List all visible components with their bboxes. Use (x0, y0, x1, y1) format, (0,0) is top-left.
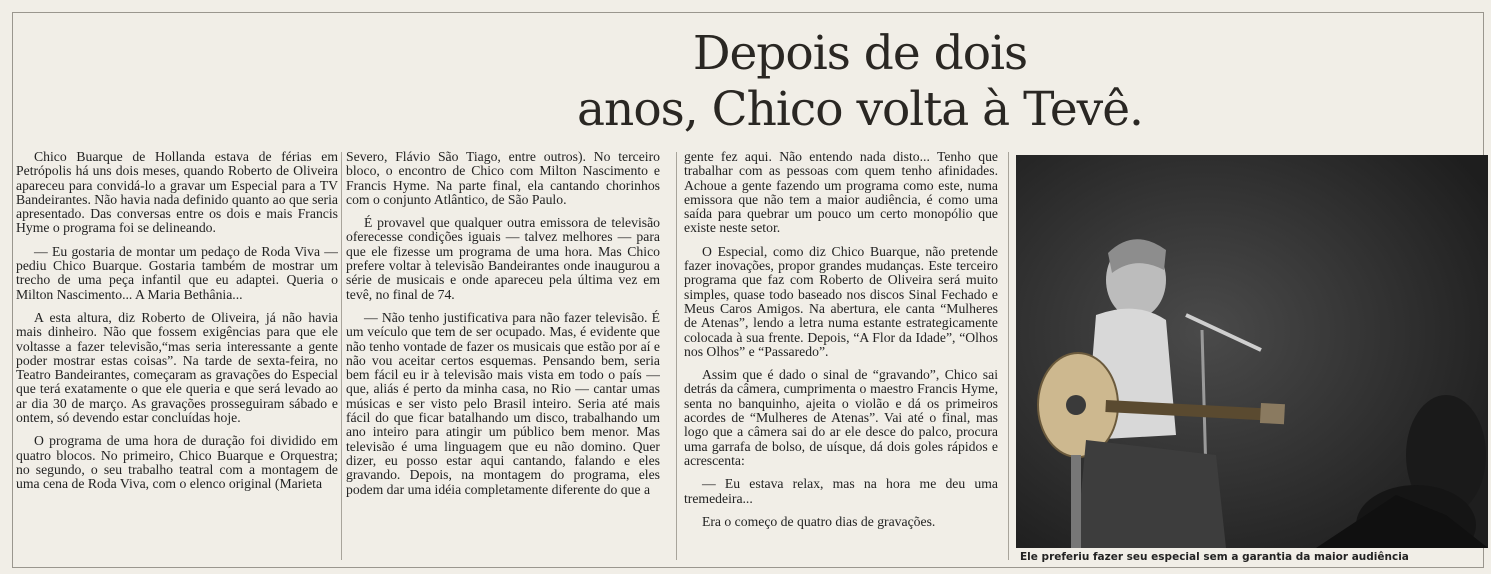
paragraph: O Especial, como diz Chico Buarque, não pretende fazer inovações, propor grandes mudanças. Este terceiro programa que faz com Roberto de Oliveira será muito simples, quase todo baseado nos discos Sinal Fechado e Meus Caros Amigos. Na abertura, ele canta “Mulheres de Atenas”, lendo a letra numa estante estrategicamente colocada à sua frente. Depois, “A Flor da Idade”, “Olhos nos Olhos” e “Passaredo”. (684, 243, 998, 359)
photo-illustration (1016, 155, 1488, 548)
paragraph: Assim que é dado o sinal de “gravando”, Chico sai detrás da câmera, cumprimenta o maestro Francis Hyme, senta no banquinho, ajeita o violão e dá os primeiros acordes de “Mulheres de Atenas”. Vai até o final, mas logo que a câmera sai do ar ele desce do palco, procura uma garrafa de bolso, de uísque, dá dois goles rápidos e acrescenta: (684, 367, 998, 468)
column-divider (676, 152, 677, 560)
paragraph: Chico Buarque de Hollanda estava de férias em Petrópolis há uns dois meses, quando Roberto de Oliveira apareceu para convidá-lo a gravar um Especial para a TV Bandeirantes. Não havia nada definido quanto ao que seria apresentado. Das conversas entre os dois e mais Francis Hyme o programa foi se delineando. (16, 150, 338, 236)
article-column-3 (684, 150, 998, 570)
headline-line-1: Depois de dois (692, 26, 1028, 81)
paragraph: — Eu gostaria de montar um pedaço de Roda Viva — pediu Chico Buarque. Gostaria também de mostrar um trecho de uma peça infantil que eu adaptei. Queria o Milton Nascimento... A Maria Bethânia... (16, 243, 338, 302)
paragraph: — Eu estava relax, mas na hora me deu uma tremedeira... (684, 476, 998, 506)
paragraph: Severo, Flávio São Tiago, entre outros). No terceiro bloco, o encontro de Chico com Milton Nascimento e Francis Hyme. Na parte final, ela cantando chorinhos com o conjunto Atlântico, de São Paulo. (346, 150, 660, 207)
paragraph: Era o começo de quatro dias de gravações. (702, 513, 936, 529)
headline (520, 26, 1200, 138)
article-column-2 (346, 150, 660, 570)
photo-caption: Ele preferiu fazer seu especial sem a garantia da maior audiência (1020, 551, 1409, 563)
paragraph: É provavel que qualquer outra emissora de televisão oferecesse condições iguais — talvez melhores — para que ele fizesse um programa de uma hora. Mas Chico prefere voltar à televisão Bandeirantes onde inaugurou a série de musicais e onde apareceu pela última vez em tevê, no final de 74. (346, 215, 660, 302)
paragraph: O programa de uma hora de duração foi dividido em quatro blocos. No primeiro, Chico Buarque e Orquestra; no segundo, o seu trabalho teatral com a montagem de uma cena de Roda Viva, com o elenco original (Marieta (16, 433, 338, 492)
article-column-1 (16, 150, 338, 570)
photo-chico-with-guitar (1016, 155, 1488, 548)
headline-line-2: anos, Chico volta à Tevê. (577, 82, 1143, 137)
paragraph: gente fez aqui. Não entendo nada disto... Tenho que trabalhar com as pessoas com quem tenho afinidades. Achoue a gente fazendo um programa como este, numa emissora que não tem a maior audiência, é como uma saída para quebrar um pouco um certo monopólio que existe neste setor. (684, 150, 998, 236)
column-divider (341, 152, 342, 560)
paragraph: — Não tenho justificativa para não fazer televisão. É um veículo que tem de ser ocupado. Mas, é evidente que não tenho vontade de fazer os musicais que estão por aí e não vou aceitar certos esquemas. Pensando bem, seria bem fácil eu ir à televisão mais vista em todo o país — que, aliás é perto da minha casa, no Rio — cantar umas músicas e ser visto pelo Brasil inteiro. Seria até mais fácil do que ficar batalhando um disco, trabalhando um ano inteiro para atingir um público bem menor. Mas televisão é uma linguagem que eu não domino. Quer dizer, eu posso estar aqui cantando, falando e eles gravando. Depois, na montagem do programa, eles podem dar uma idéia completamente diferente do que a (346, 309, 660, 497)
column-divider (1008, 152, 1009, 560)
paragraph: A esta altura, diz Roberto de Oliveira, já não havia mais dinheiro. Não que fossem exigências para que ele voltasse a fazer televisão,“mas seria interessante a gente poder mostrar estas coisas”. Na tarde de sexta-feira, no Teatro Bandeirantes, começaram as gravações do Especial que terá exatamente o que ele queria e que será levado ao ar dia 30 de março. As gravações prosseguiram sábado e ontem, só devendo estar concluídas hoje. (16, 309, 338, 426)
